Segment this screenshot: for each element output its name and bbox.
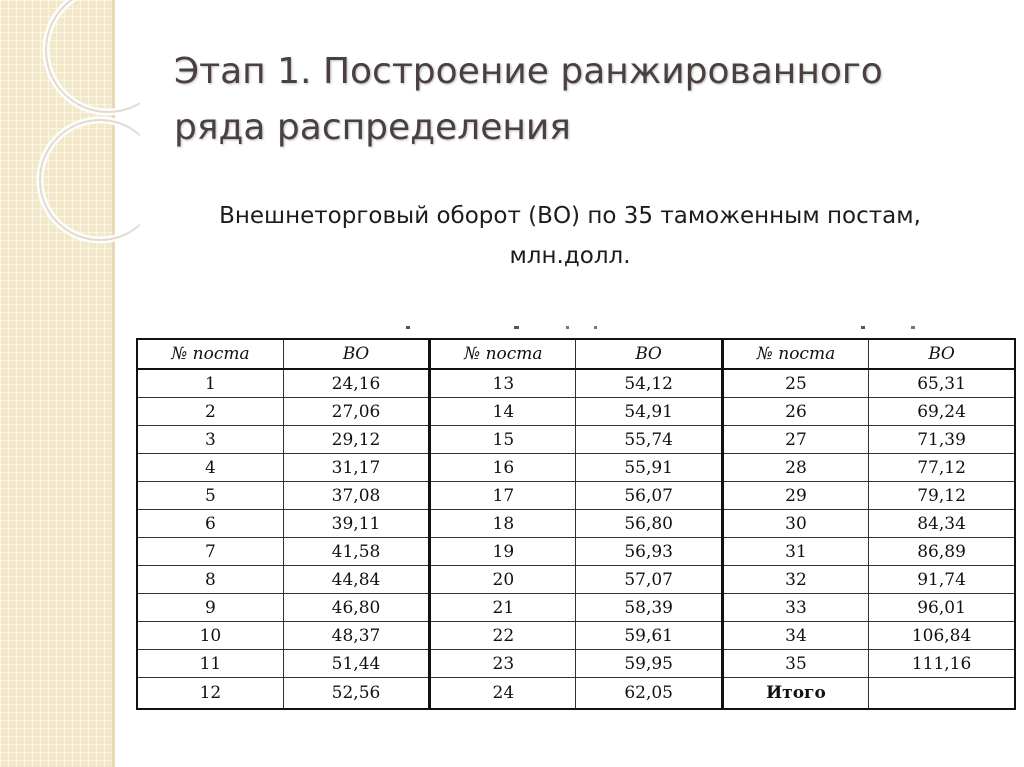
turnover-cell: 62,05: [576, 678, 722, 710]
post-number-cell: 8: [137, 566, 283, 594]
post-number-cell: 5: [137, 482, 283, 510]
post-number-cell: 23: [430, 650, 576, 678]
table-row: [137, 650, 1015, 678]
caption-line-1: Внешнеторговый оборот (ВО) по 35 таможенным постам,: [219, 203, 921, 229]
post-number-cell: 35: [722, 650, 868, 678]
table-row: [137, 678, 1015, 710]
turnover-cell: 79,12: [869, 482, 1015, 510]
post-number-cell: 22: [430, 622, 576, 650]
post-number-cell: 11: [137, 650, 283, 678]
turnover-cell: 48,37: [283, 622, 429, 650]
turnover-cell: 58,39: [576, 594, 722, 622]
post-number-cell: 31: [722, 538, 868, 566]
turnover-cell: 27,06: [283, 398, 429, 426]
scan-artifacts: [256, 324, 936, 332]
turnover-cell: 71,39: [869, 426, 1015, 454]
turnover-cell: 56,93: [576, 538, 722, 566]
post-number-cell: 33: [722, 594, 868, 622]
post-number-cell: 7: [137, 538, 283, 566]
turnover-cell: 37,08: [283, 482, 429, 510]
turnover-cell: 51,44: [283, 650, 429, 678]
post-number-cell: 32: [722, 566, 868, 594]
post-number-cell: 4: [137, 454, 283, 482]
turnover-cell: 84,34: [869, 510, 1015, 538]
turnover-cell: 55,74: [576, 426, 722, 454]
post-number-cell: 1: [137, 369, 283, 398]
turnover-cell: 52,56: [283, 678, 429, 710]
post-number-cell: 19: [430, 538, 576, 566]
turnover-cell: 106,84: [869, 622, 1015, 650]
header-turnover-2: ВО: [576, 339, 722, 369]
header-post-number-2: № поста: [430, 339, 576, 369]
post-number-cell: 30: [722, 510, 868, 538]
turnover-cell: 91,74: [869, 566, 1015, 594]
turnover-cell: 54,12: [576, 369, 722, 398]
table-row: [137, 538, 1015, 566]
post-number-cell: 6: [137, 510, 283, 538]
turnover-cell: 54,91: [576, 398, 722, 426]
post-number-cell: 29: [722, 482, 868, 510]
post-number-cell: 34: [722, 622, 868, 650]
table-row: [137, 369, 1015, 398]
turnover-cell: 96,01: [869, 594, 1015, 622]
turnover-cell: 46,80: [283, 594, 429, 622]
customs-turnover-table: [136, 338, 1016, 710]
page-title: Этап 1. Построение ранжированного ряда распределения: [174, 51, 883, 148]
turnover-cell: 56,07: [576, 482, 722, 510]
post-number-cell: 13: [430, 369, 576, 398]
turnover-cell: 59,61: [576, 622, 722, 650]
post-number-cell: 28: [722, 454, 868, 482]
post-number-cell: 16: [430, 454, 576, 482]
table-header-row: [137, 339, 1015, 369]
post-number-cell: 27: [722, 426, 868, 454]
turnover-cell: 39,11: [283, 510, 429, 538]
post-number-cell: 12: [137, 678, 283, 710]
post-number-cell: 17: [430, 482, 576, 510]
turnover-cell: 31,17: [283, 454, 429, 482]
post-number-cell: 25: [722, 369, 868, 398]
turnover-cell: 59,95: [576, 650, 722, 678]
post-number-cell: 20: [430, 566, 576, 594]
turnover-cell: [869, 678, 1015, 710]
turnover-cell: 69,24: [869, 398, 1015, 426]
header-turnover-1: ВО: [283, 339, 429, 369]
table-row: [137, 426, 1015, 454]
table-caption: [130, 196, 1010, 276]
post-number-cell: 26: [722, 398, 868, 426]
turnover-cell: 41,58: [283, 538, 429, 566]
turnover-cell: 29,12: [283, 426, 429, 454]
post-number-cell: 14: [430, 398, 576, 426]
post-number-cell: 21: [430, 594, 576, 622]
post-number-cell: 2: [137, 398, 283, 426]
post-number-cell: 18: [430, 510, 576, 538]
turnover-cell: 55,91: [576, 454, 722, 482]
header-post-number-3: № поста: [722, 339, 868, 369]
turnover-cell: 65,31: [869, 369, 1015, 398]
table-row: [137, 622, 1015, 650]
decorative-circles: [0, 0, 140, 260]
post-number-cell: 10: [137, 622, 283, 650]
turnover-cell: 77,12: [869, 454, 1015, 482]
post-number-cell: 9: [137, 594, 283, 622]
turnover-cell: 24,16: [283, 369, 429, 398]
turnover-cell: 86,89: [869, 538, 1015, 566]
turnover-cell: 111,16: [869, 650, 1015, 678]
header-turnover-3: ВО: [869, 339, 1015, 369]
table-row: [137, 398, 1015, 426]
total-label-cell: Итого: [722, 678, 868, 710]
post-number-cell: 3: [137, 426, 283, 454]
post-number-cell: 24: [430, 678, 576, 710]
turnover-cell: 57,07: [576, 566, 722, 594]
header-post-number-1: № поста: [137, 339, 283, 369]
turnover-cell: 44,84: [283, 566, 429, 594]
table-row: [137, 510, 1015, 538]
caption-line-2: млн.долл.: [509, 243, 631, 269]
table-row: [137, 566, 1015, 594]
table-row: [137, 482, 1015, 510]
table-row: [137, 454, 1015, 482]
post-number-cell: 15: [430, 426, 576, 454]
table-row: [137, 594, 1015, 622]
turnover-cell: 56,80: [576, 510, 722, 538]
